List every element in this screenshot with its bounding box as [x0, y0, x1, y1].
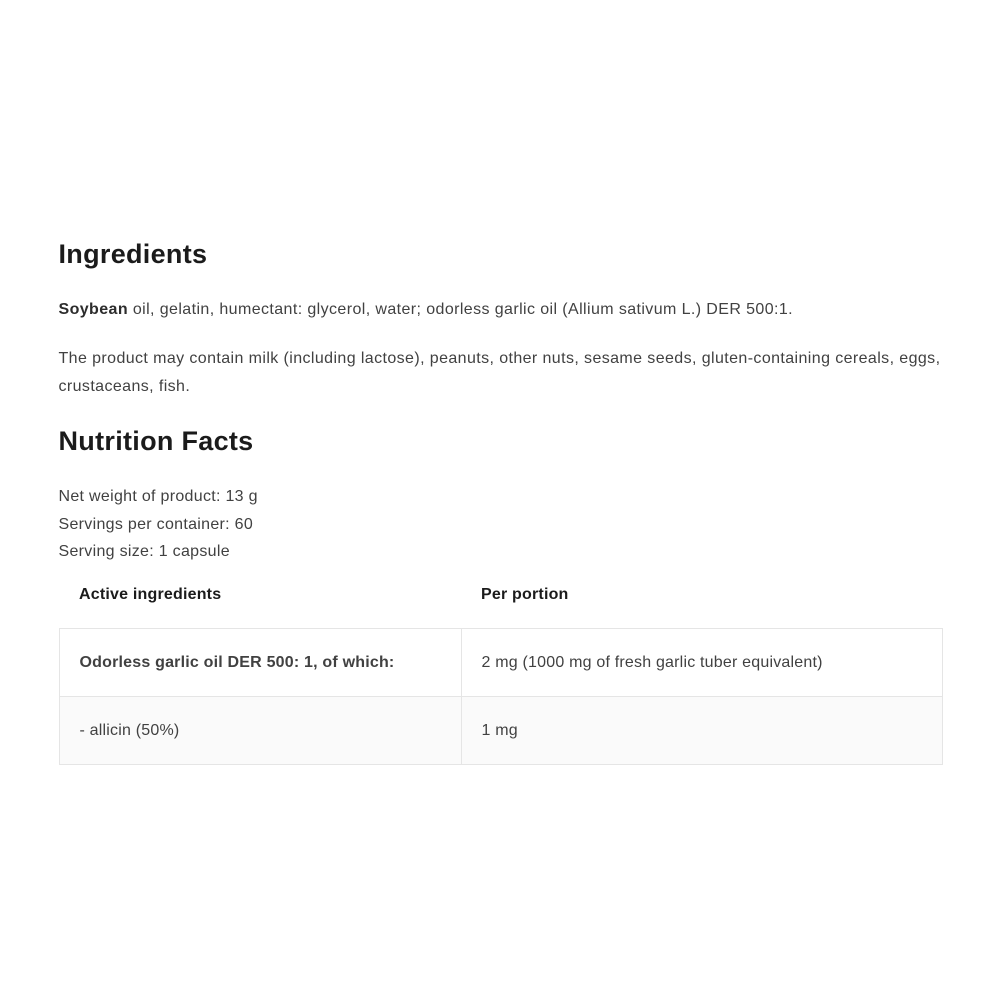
nutrition-facts-section — [59, 428, 942, 765]
per-portion-value-cell: 1 mg — [461, 696, 942, 764]
ingredients-section — [59, 241, 942, 401]
net-weight-line: Net weight of product: 13 g — [58, 488, 258, 505]
ingredients-title: Ingredients — [58, 239, 208, 269]
composition-rest: oil, gelatin, humectant: glycerol, water; odorless garlic oil (Allium sativum L.) DER 500:1. — [128, 301, 794, 318]
servings-per-container-line: Servings per container: 60 — [58, 515, 254, 533]
ingredient-name-cell: - allicin (50%) — [59, 696, 461, 764]
active-ingredients-table — [59, 582, 943, 765]
composition-allergen-bold: Soybean — [58, 301, 128, 318]
header-per-portion: Per portion — [481, 585, 569, 603]
allergen-note: The product may contain milk (including lactose), peanuts, other nuts, sesame seeds, gluten-containing cereals, eggs, crustaceans, fish. — [58, 350, 941, 395]
serving-info — [59, 483, 942, 566]
per-portion-value-cell: 2 mg (1000 mg of fresh garlic tuber equivalent) — [461, 628, 942, 696]
serving-size-line: Serving size: 1 capsule — [58, 543, 230, 560]
table-row — [59, 696, 942, 764]
ingredient-name-cell: Odorless garlic oil DER 500: 1, of which: — [59, 628, 461, 696]
table-row — [59, 628, 942, 696]
table-header-row — [59, 582, 942, 629]
header-active-ingredients: Active ingredients — [79, 585, 222, 603]
content-area — [59, 0, 942, 765]
composition-text — [59, 296, 942, 324]
nutrition-facts-title: Nutrition Facts — [58, 426, 254, 456]
